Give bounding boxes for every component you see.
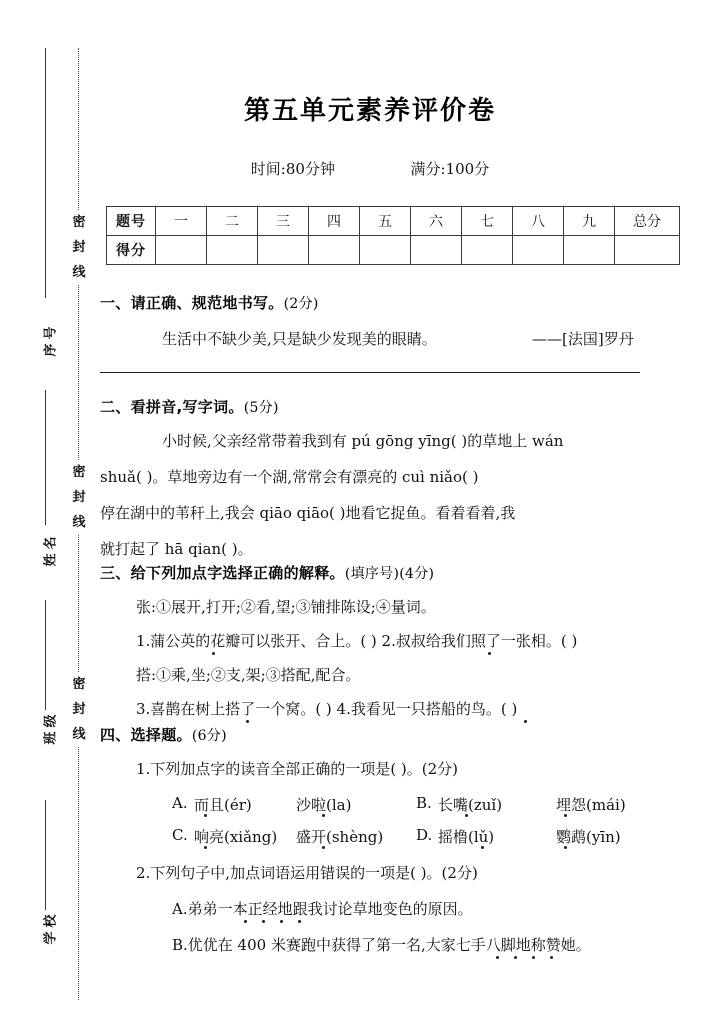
section-4-q1-option-c-word1: 响亮(xiǎng) xyxy=(194,828,278,846)
score-cell-5[interactable] xyxy=(360,236,411,265)
paper-meta-row xyxy=(100,158,640,179)
score-cell-3[interactable] xyxy=(258,236,309,265)
exam-paper-sheet xyxy=(100,0,724,1024)
section-2-heading xyxy=(100,396,279,417)
section-2-title: 二、看拼音,写字词。 xyxy=(100,398,244,416)
emphasis-dot xyxy=(514,956,517,959)
section-4-title: 四、选择题。 xyxy=(100,726,192,744)
info-divider-1 xyxy=(45,48,46,298)
score-cell-total[interactable] xyxy=(615,236,680,265)
section-1-heading xyxy=(100,292,319,313)
info-divider-3 xyxy=(45,600,46,710)
col-header-9: 九 xyxy=(564,207,615,236)
section-4-q1-option-d-word2: 鹦鹉(yīn) xyxy=(556,828,621,846)
emphasis-dot xyxy=(496,956,499,959)
seal-char: 封 xyxy=(72,702,86,717)
section-3-heading xyxy=(100,562,434,583)
seal-char: 线 xyxy=(72,727,86,742)
section-4-q1-option-b-word1: 长嘴(zuǐ) xyxy=(438,796,503,814)
emphasis-dot xyxy=(564,846,567,849)
section-4-points: (6分) xyxy=(191,728,227,744)
section-3-points: (填序号)(4分) xyxy=(344,566,435,582)
col-header-1: 一 xyxy=(156,207,207,236)
section-1-points: (2分) xyxy=(283,296,319,312)
section-1-attribution: ——[法国]罗丹 xyxy=(532,330,634,348)
section-4-q1-option-d-word1: 摇橹(lǔ) xyxy=(438,828,495,846)
emphasis-dot xyxy=(322,814,325,817)
section-4-q2-stem: 2.下列句子中,加点词语运用错误的一项是( )。(2分) xyxy=(136,864,478,882)
section-4-heading xyxy=(100,724,227,745)
seal-word-block-1 xyxy=(68,210,90,285)
score-cell-7[interactable] xyxy=(462,236,513,265)
full-score-label: 满分:100分 xyxy=(410,160,490,178)
section-3-items-3-4: 3.喜鹊在树上搭了一个窝。( ) 4.我看见一只搭船的鸟。( ) xyxy=(136,700,518,718)
row-header-question-number: 题号 xyxy=(107,207,156,236)
info-label-name: 姓名 xyxy=(43,532,59,567)
section-2-line-1: 小时候,父亲经常带着我到有 pú gōng yīng( )的草地上 wán xyxy=(162,432,564,450)
section-4-q1-option-a-word2: 沙啦(la) xyxy=(296,796,352,814)
section-2-line-3: 停在湖中的苇秆上,我会 qiāo qiāo( )地看它捉鱼。看着看着,我 xyxy=(100,504,516,522)
emphasis-dot xyxy=(298,920,301,923)
table-row-scores xyxy=(107,236,680,265)
emphasis-dot xyxy=(524,720,527,723)
emphasis-dot xyxy=(204,846,207,849)
emphasis-dot xyxy=(465,814,468,817)
emphasis-dot xyxy=(550,956,553,959)
section-4-q1-option-b-label: B. xyxy=(416,794,432,812)
seal-word-block-2 xyxy=(68,460,90,535)
score-cell-6[interactable] xyxy=(411,236,462,265)
section-4-q1-stem: 1.下列加点字的读音全部正确的一项是( )。(2分) xyxy=(136,760,459,778)
section-3-title: 三、给下列加点字选择正确的解释。 xyxy=(100,564,345,582)
info-label-school: 学校 xyxy=(43,910,59,945)
seal-char: 密 xyxy=(72,465,86,480)
emphasis-dot xyxy=(212,652,215,655)
left-margin-column xyxy=(0,0,100,1024)
section-2-line-4: 就打起了 hā qian( )。 xyxy=(100,540,253,558)
section-4-q2-option-b: B.优优在 400 米赛跑中获得了第一名,大家七手八脚地称赞她。 xyxy=(172,936,591,954)
seal-char: 密 xyxy=(72,677,86,692)
section-1-writing-rule xyxy=(100,372,640,373)
section-3-items-1-2: 1.蒲公英的花瓣可以张开、合上。( ) 2.叔叔给我们照了一张相。( ) xyxy=(136,632,578,650)
emphasis-dot xyxy=(280,920,283,923)
info-label-seat-number: 序号 xyxy=(43,322,59,357)
section-3-gloss-zhang: 张:①展开,打开;②看,望;③铺排陈设;④量词。 xyxy=(136,598,436,616)
emphasis-dot xyxy=(564,814,567,817)
col-header-2: 二 xyxy=(207,207,258,236)
score-cell-8[interactable] xyxy=(513,236,564,265)
seal-char: 封 xyxy=(72,490,86,505)
page-title: 第五单元素养评价卷 xyxy=(243,96,496,126)
section-4-q1-option-a-word1: 而且(ér) xyxy=(194,796,252,814)
score-cell-9[interactable] xyxy=(564,236,615,265)
score-table xyxy=(106,206,680,265)
section-1-title: 一、请正确、规范地书写。 xyxy=(100,294,284,312)
seal-char: 封 xyxy=(72,240,86,255)
col-header-7: 七 xyxy=(462,207,513,236)
section-4-q1-option-d-label: D. xyxy=(416,826,433,844)
section-3-gloss-da: 搭:①乘,坐;②支,架;③搭配,配合。 xyxy=(136,666,361,684)
seal-char: 线 xyxy=(72,265,86,280)
col-header-6: 六 xyxy=(411,207,462,236)
section-4-q1-option-a-label: A. xyxy=(172,794,188,812)
info-divider-4 xyxy=(45,800,46,910)
info-label-class: 班级 xyxy=(43,710,59,745)
col-header-5: 五 xyxy=(360,207,411,236)
emphasis-dot xyxy=(481,846,484,849)
score-cell-1[interactable] xyxy=(156,236,207,265)
time-limit-label: 时间:80分钟 xyxy=(250,160,335,178)
emphasis-dot xyxy=(322,846,325,849)
emphasis-dot xyxy=(244,920,247,923)
section-2-points: (5分) xyxy=(243,400,279,416)
emphasis-dot xyxy=(488,652,491,655)
emphasis-dot xyxy=(204,814,207,817)
section-2-line-2: shuǎ( )。草地旁边有一个湖,常常会有漂亮的 cuì niǎo( ) xyxy=(100,468,479,486)
seal-char: 密 xyxy=(72,215,86,230)
col-header-3: 三 xyxy=(258,207,309,236)
emphasis-dot xyxy=(262,920,265,923)
section-1-quote: 生活中不缺少美,只是缺少发现美的眼睛。 xyxy=(162,330,437,348)
table-row-question-numbers xyxy=(107,207,680,236)
score-cell-4[interactable] xyxy=(309,236,360,265)
section-4-q1-option-c-label: C. xyxy=(172,826,188,844)
score-cell-2[interactable] xyxy=(207,236,258,265)
emphasis-dot xyxy=(532,956,535,959)
row-header-score: 得分 xyxy=(107,236,156,265)
info-divider-2 xyxy=(45,390,46,525)
col-header-4: 四 xyxy=(309,207,360,236)
col-header-8: 八 xyxy=(513,207,564,236)
emphasis-dot xyxy=(246,720,249,723)
section-4-q1-option-c-word2: 盛开(shèng) xyxy=(296,828,384,846)
section-4-q1-option-b-word2: 埋怨(mái) xyxy=(556,796,626,814)
section-4-q2-option-a: A.弟弟一本正经地跟我讨论草地变色的原因。 xyxy=(172,900,473,918)
seal-char: 线 xyxy=(72,515,86,530)
seal-word-block-3 xyxy=(68,672,90,747)
col-header-total: 总分 xyxy=(615,207,680,236)
